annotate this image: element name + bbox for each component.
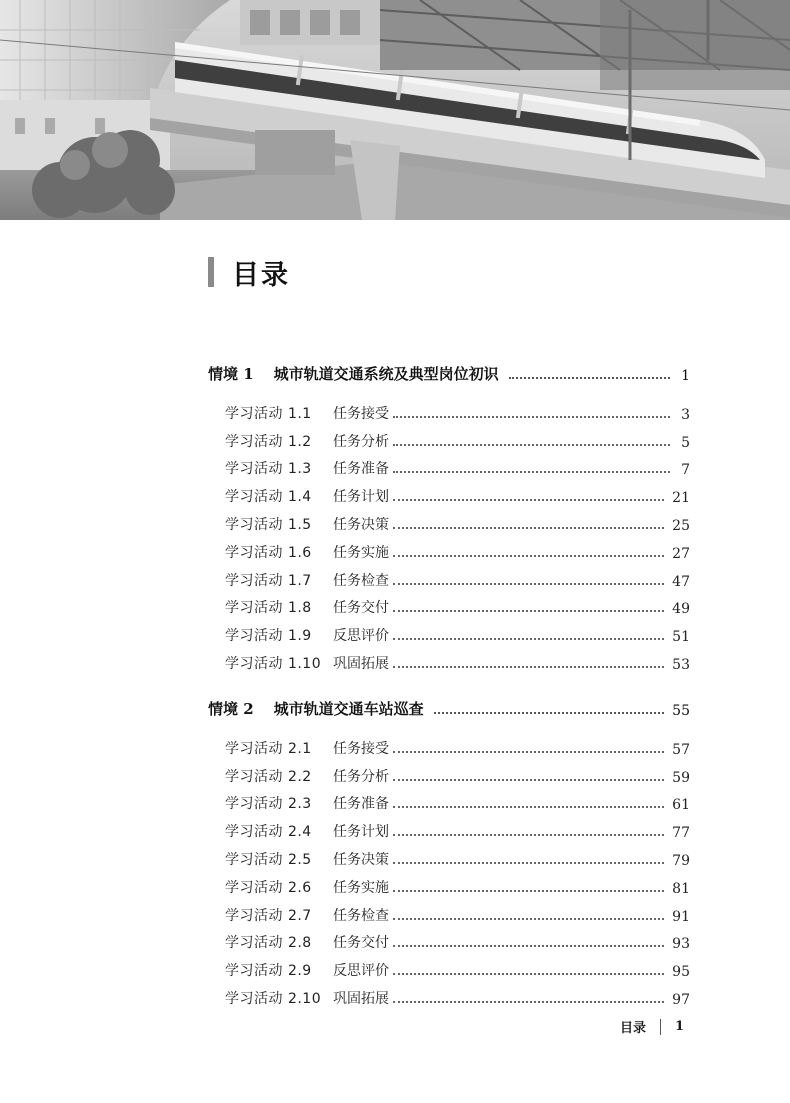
item-number: 学习活动 2.3 [225,796,312,813]
chapter-2-items [208,730,690,1008]
toc-item[interactable] [208,925,690,953]
dot-leader [393,834,664,836]
toc-item[interactable] [208,813,690,841]
item-number: 学习活动 1.7 [225,572,312,589]
item-page: 97 [672,991,690,1008]
item-title: 任务分析 [333,433,389,450]
toc-item[interactable] [208,562,690,590]
item-title: 任务交付 [333,935,389,952]
item-page: 3 [681,406,690,423]
item-page: 47 [672,573,690,590]
item-number: 学习活动 2.4 [225,824,312,841]
item-number: 学习活动 2.5 [225,851,312,868]
item-page: 21 [672,490,690,507]
dot-leader [393,583,664,585]
dot-leader [393,638,664,640]
footer-divider [660,1019,661,1035]
toc-chapter-1[interactable] [208,352,690,384]
item-number: 学习活动 1.4 [225,489,312,506]
item-page: 27 [672,545,690,562]
footer-label: 目录 [620,1021,647,1036]
toc-item[interactable] [208,758,690,786]
toc-item[interactable] [208,478,690,506]
item-number: 学习活动 2.1 [225,740,312,757]
item-title: 任务计划 [333,824,389,841]
item-title: 任务接受 [333,740,389,757]
item-title: 任务检查 [333,907,389,924]
item-title: 任务实施 [333,879,389,896]
dot-leader [393,444,670,446]
toc-item[interactable] [208,534,690,562]
item-title: 任务准备 [333,461,389,478]
item-title: 任务接受 [333,405,389,422]
table-of-contents [208,352,690,1022]
toc-item[interactable] [208,897,690,925]
elevated-train-illustration [0,0,790,220]
dot-leader [393,416,670,418]
page-footer [620,1017,684,1036]
dot-leader [393,973,664,975]
dot-leader [393,666,664,668]
item-page: 81 [672,880,690,897]
item-page: 95 [672,964,690,981]
item-page: 49 [672,601,690,618]
item-number: 学习活动 1.8 [225,600,312,617]
toc-item[interactable] [208,952,690,980]
item-title: 巩固拓展 [333,990,389,1007]
dot-leader [393,751,664,753]
header-photo [0,0,790,220]
item-title: 任务检查 [333,572,389,589]
item-page: 79 [672,852,690,869]
dot-leader [393,806,664,808]
footer-page-number: 1 [675,1019,685,1034]
item-page: 59 [672,769,690,786]
title-accent-bar [208,257,214,287]
item-number: 学习活动 1.9 [225,628,312,645]
dot-leader [393,945,664,947]
item-number: 学习活动 1.5 [225,516,312,533]
item-title: 反思评价 [333,963,389,980]
toc-item[interactable] [208,980,690,1008]
toc-item[interactable] [208,506,690,534]
toc-item[interactable] [208,451,690,479]
toc-title-block [208,255,290,289]
item-number: 学习活动 2.7 [225,907,312,924]
dot-leader [393,527,664,529]
chapter-number: 情境 1 [208,365,254,383]
item-number: 学习活动 1.2 [225,433,312,450]
toc-item[interactable] [208,423,690,451]
chapter-1-items [208,395,690,673]
item-page: 51 [672,629,690,646]
dot-leader [393,862,664,864]
toc-item[interactable] [208,617,690,645]
item-number: 学习活动 1.10 [225,655,322,672]
item-page: 57 [672,741,690,758]
item-number: 学习活动 2.2 [225,768,312,785]
toc-item[interactable] [208,395,690,423]
chapter-title: 城市轨道交通车站巡查 [273,699,424,718]
item-number: 学习活动 2.8 [225,935,312,952]
item-title: 巩固拓展 [333,655,389,672]
item-title: 任务准备 [333,796,389,813]
item-title: 任务决策 [333,851,389,868]
dot-leader [393,610,664,612]
item-title: 任务决策 [333,516,389,533]
dot-leader [509,377,670,379]
toc-item[interactable] [208,730,690,758]
item-page: 53 [672,656,690,673]
item-number: 学习活动 1.1 [225,405,312,422]
item-title: 任务分析 [333,768,389,785]
chapter-page: 1 [681,368,690,384]
toc-chapter-2[interactable] [208,687,690,719]
toc-item[interactable] [208,869,690,897]
item-page: 7 [681,462,690,479]
dot-leader [393,890,664,892]
item-page: 61 [672,797,690,814]
item-title: 反思评价 [333,628,389,645]
toc-item[interactable] [208,841,690,869]
dot-leader [393,779,664,781]
item-page: 93 [672,936,690,953]
item-number: 学习活动 2.6 [225,879,312,896]
dot-leader [393,918,664,920]
toc-item[interactable] [208,590,690,618]
toc-item[interactable] [208,786,690,814]
item-page: 5 [681,434,690,451]
item-number: 学习活动 1.3 [225,461,312,478]
dot-leader [393,555,664,557]
chapter-page: 55 [672,702,690,719]
toc-item[interactable] [208,645,690,673]
item-title: 任务计划 [333,489,389,506]
chapter-title: 城市轨道交通系统及典型岗位初识 [273,365,499,383]
dot-leader [434,712,664,714]
item-number: 学习活动 2.9 [225,963,312,980]
dot-leader [393,1001,664,1003]
item-number: 学习活动 1.6 [225,544,312,561]
item-title: 任务实施 [333,544,389,561]
dot-leader [393,499,664,501]
item-page: 25 [672,517,690,534]
item-page: 77 [672,825,690,842]
page-title: 目录 [232,259,290,291]
item-title: 任务交付 [333,600,389,617]
item-page: 91 [672,908,690,925]
item-number: 学习活动 2.10 [225,990,322,1007]
chapter-number: 情境 2 [208,699,254,718]
dot-leader [393,471,670,473]
